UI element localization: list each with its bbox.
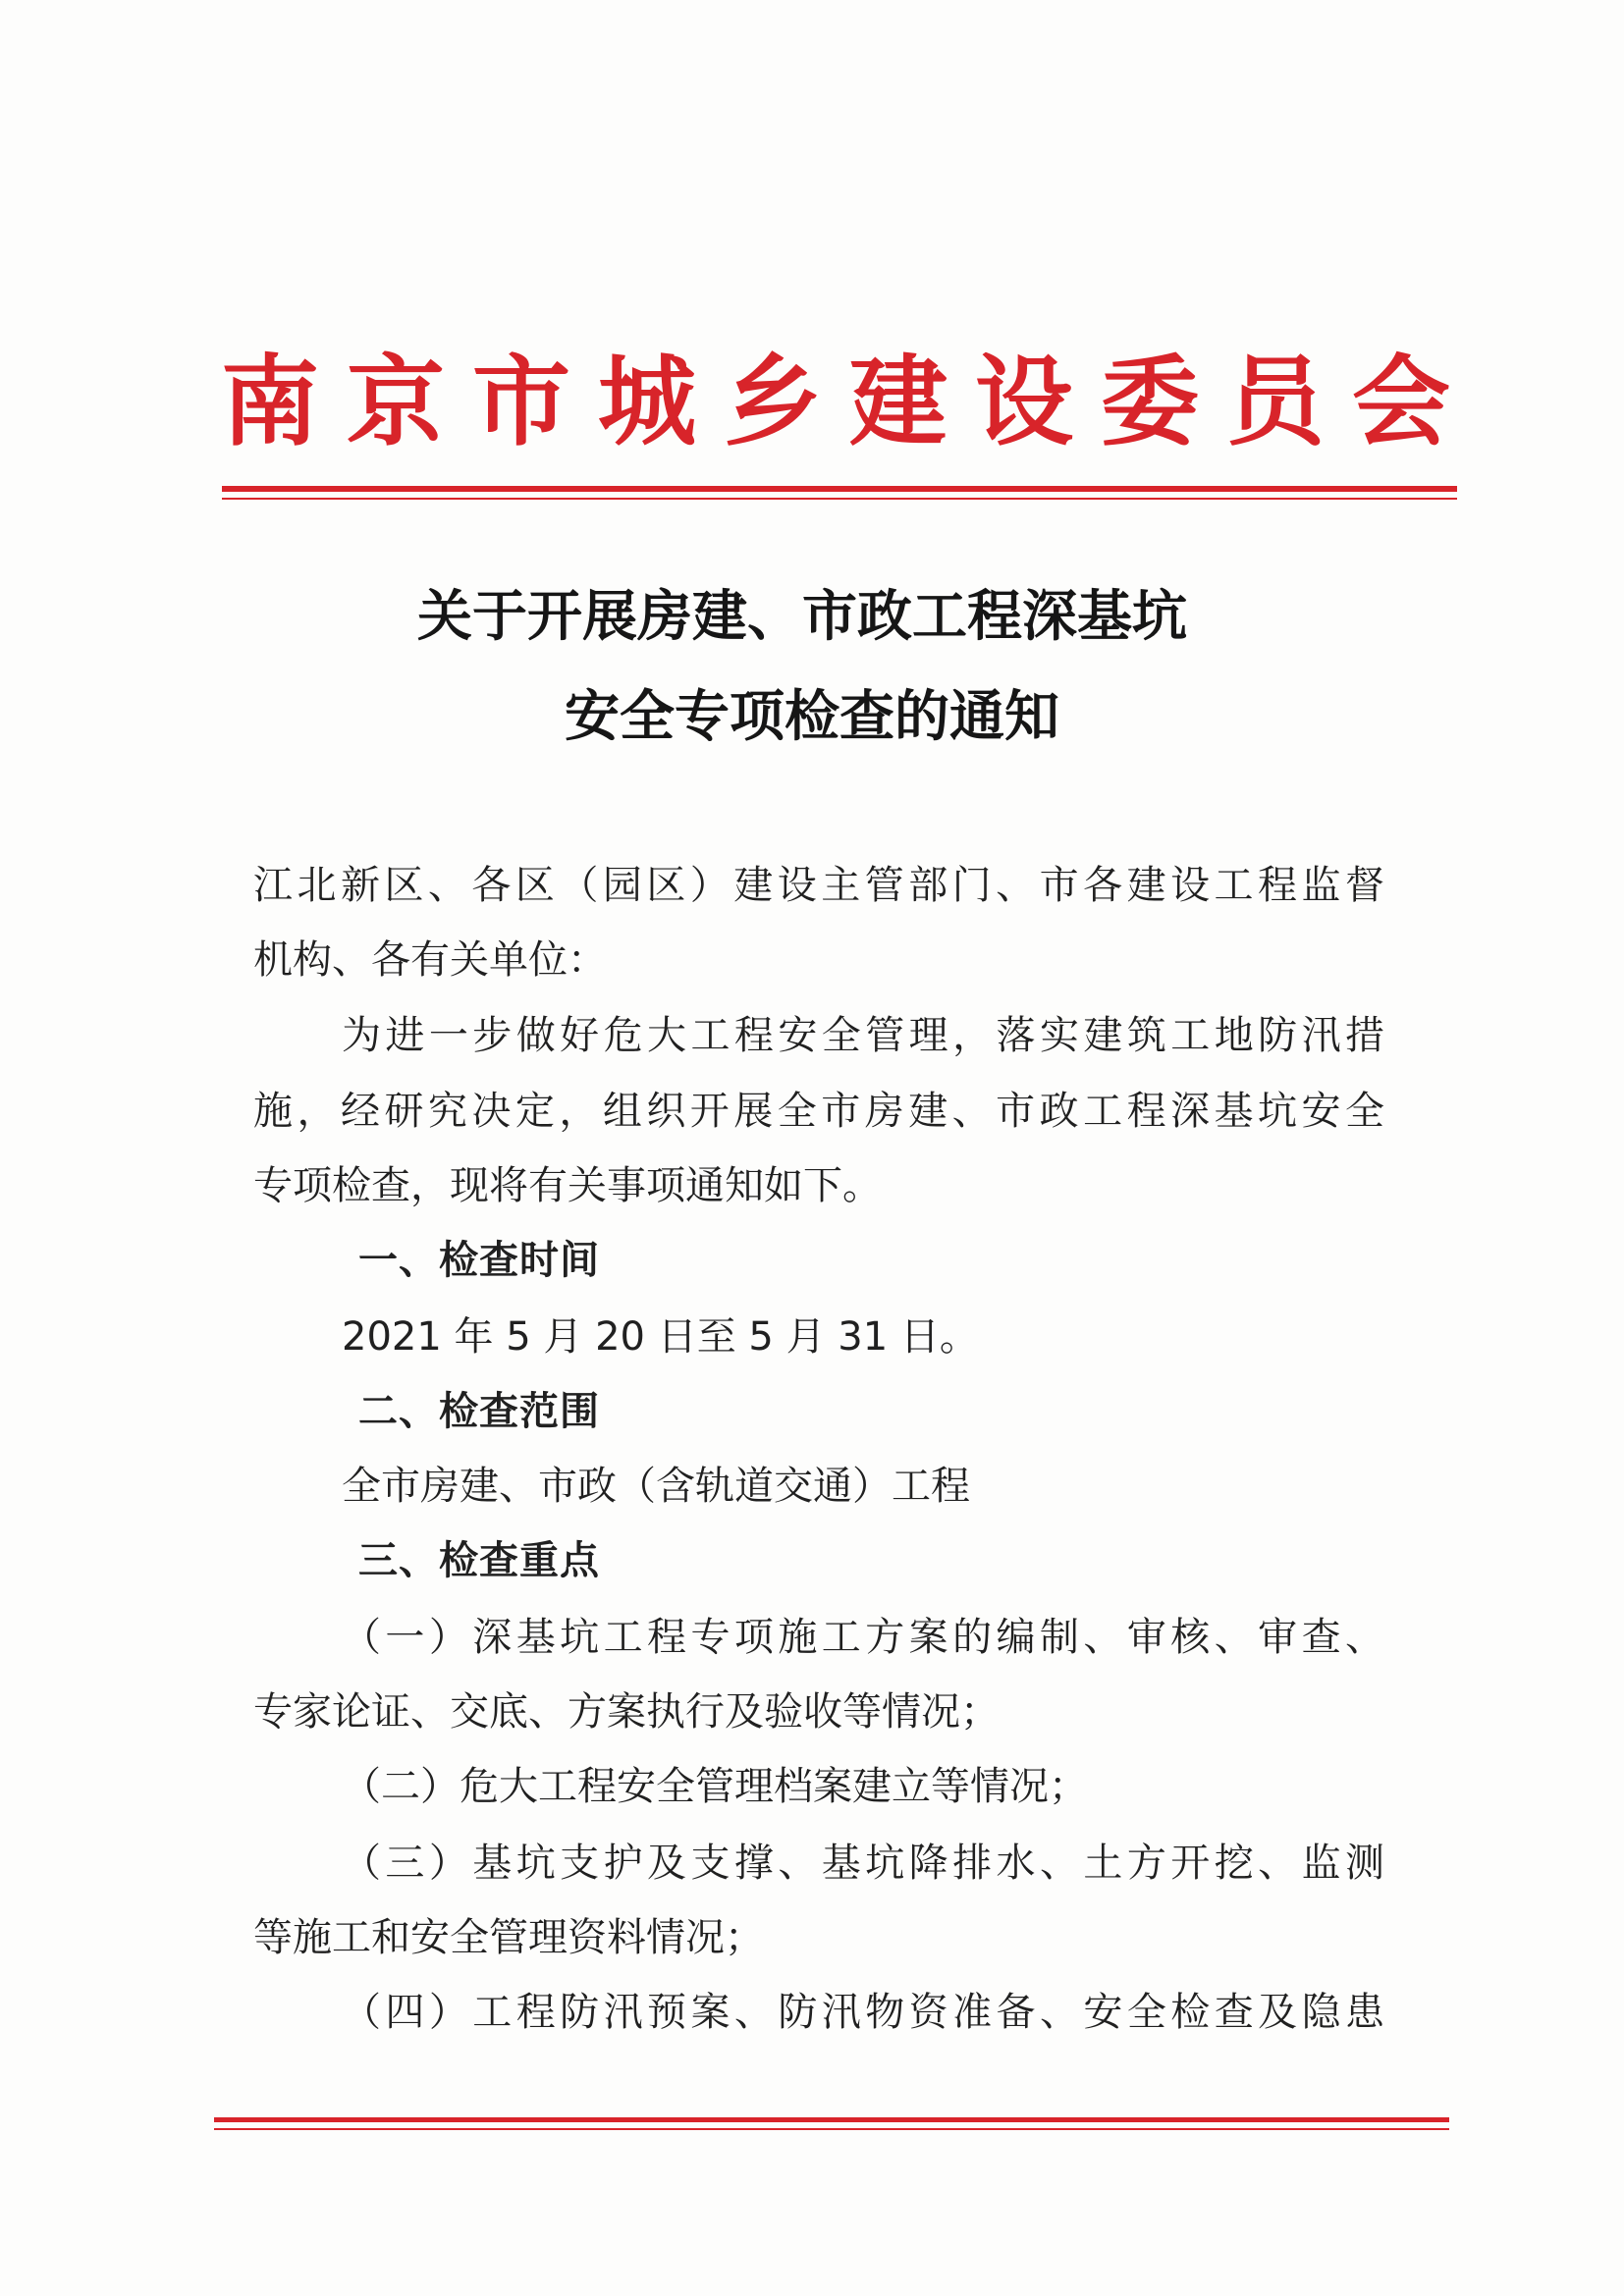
section-heading-scope: 二、检查范围: [358, 1389, 600, 1434]
intro-line-1: 为进一步做好危大工程安全管理，落实建筑工地防汛措: [342, 1013, 1384, 1058]
addressee-line-1: 江北新区、各区（园区）建设主管部门、市各建设工程监督: [253, 863, 1384, 908]
intro-line-2: 施，经研究决定，组织开展全市房建、市政工程深基坑安全: [253, 1089, 1384, 1134]
footer-red-rule-thin: [214, 2128, 1449, 2130]
section-text-time: 2021 年 5 月 20 日至 5 月 31 日。: [342, 1314, 979, 1360]
masthead-red-rule: [222, 486, 1457, 492]
section-heading-focus: 三、检查重点: [358, 1538, 600, 1583]
section-heading-time: 一、检查时间: [358, 1238, 600, 1283]
masthead-red-rule-thin: [222, 498, 1457, 500]
masthead-org-name: 南京市城乡建设委员会: [221, 345, 1478, 459]
focus-item-1-line-1: （一）深基坑工程专项施工方案的编制、审核、审查、: [342, 1615, 1384, 1660]
focus-item-1-line-2: 专家论证、交底、方案执行及验收等情况；: [253, 1689, 1000, 1735]
footer-red-rule: [214, 2117, 1449, 2122]
focus-item-3-line-1: （三）基坑支护及支撑、基坑降排水、土方开挖、监测: [342, 1841, 1384, 1886]
section-text-scope: 全市房建、市政（含轨道交通）工程: [342, 1464, 970, 1509]
focus-item-3-line-2: 等施工和安全管理资料情况；: [253, 1915, 764, 1960]
document-title-line-1: 关于开展房建、市政工程深基坑: [417, 584, 1187, 649]
intro-line-3: 专项检查，现将有关事项通知如下。: [253, 1163, 882, 1208]
focus-item-4-line-1: （四）工程防汛预案、防汛物资准备、安全检查及隐患: [342, 1990, 1384, 2035]
addressee-line-2: 机构、各有关单位：: [253, 937, 607, 983]
focus-item-2-line-1: （二）危大工程安全管理档案建立等情况；: [342, 1764, 1088, 1809]
document-title-line-2: 安全专项检查的通知: [565, 684, 1059, 749]
